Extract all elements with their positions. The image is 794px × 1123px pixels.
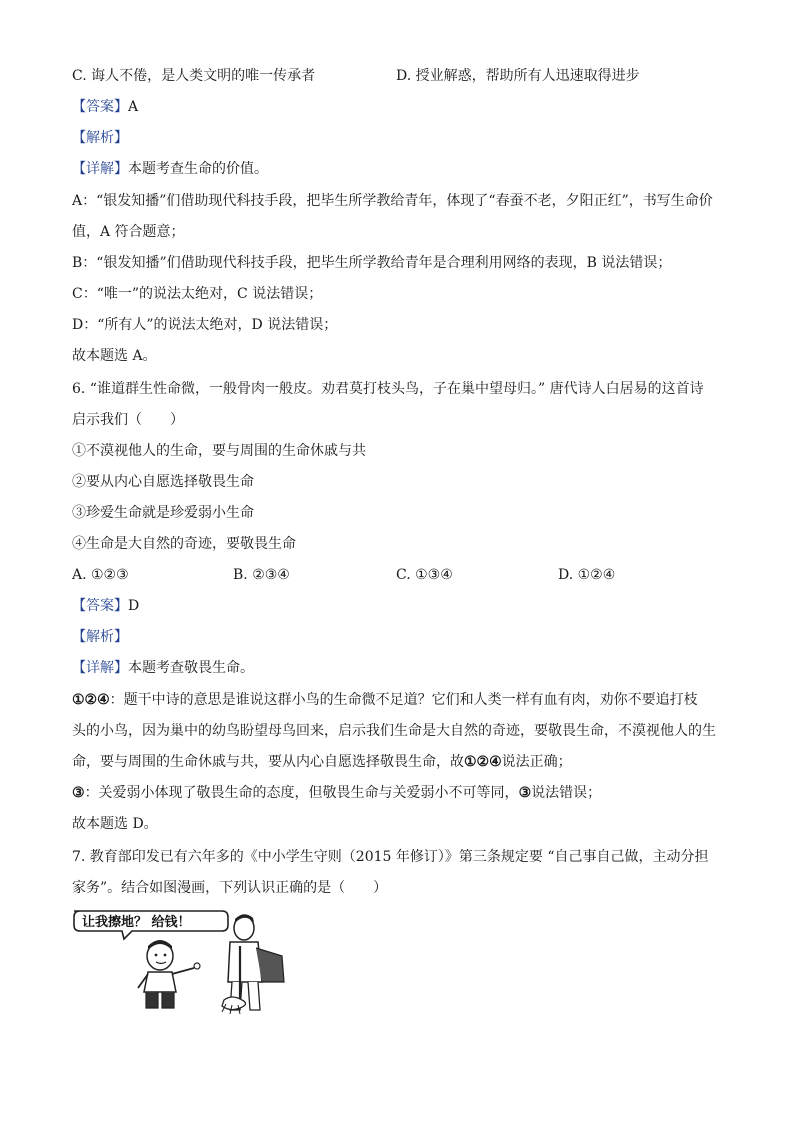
q6-stem-line1: 6. “谁道群生性命微，一般骨肉一般皮。劝君莫打枝头鸟，子在巢中望母归。” 唐代诗人白居易的这首诗 xyxy=(72,381,704,397)
choice-numbers: ①②④ xyxy=(464,754,502,770)
q6-option-a: A. ①②③ xyxy=(72,567,129,583)
detail-tag: 【详解】 xyxy=(72,161,128,177)
q6-explanation-2 xyxy=(72,783,601,803)
answer-tag: 【答案】 xyxy=(72,598,128,614)
choice-numbers: ①②④ xyxy=(72,692,110,708)
detail-text: 本题考查生命的价值。 xyxy=(128,161,268,177)
q5-analysis-tag: 【解析】 xyxy=(72,130,128,146)
explanation-text: 命，要与周围的生命休戚与共，要从内心自愿选择敬畏生命，故 xyxy=(72,754,464,770)
q6-stem-line2: 启示我们（ ） xyxy=(72,412,184,428)
choice-number: ③ xyxy=(518,785,532,801)
q7-stem-line1: 7. 教育部印发已有六年多的《中小学生守则（2015 年修订）》第三条规定要 “自己事自己做，主动分担 xyxy=(72,849,709,865)
q6-option-d: D. ①②④ xyxy=(558,567,616,583)
q6-analysis-tag: 【解析】 xyxy=(72,629,128,645)
q5-explanation-a-line2: 值，A 符合题意； xyxy=(72,224,185,240)
q5-detail xyxy=(72,159,268,179)
q6-item-3: ③珍爱生命就是珍爱弱小生命 xyxy=(72,505,254,521)
q6-detail xyxy=(72,658,254,678)
q6-explanation-1-line1 xyxy=(72,690,698,710)
q6-item-2: ②要从内心自愿选择敬畏生命 xyxy=(72,474,254,490)
q5-answer xyxy=(72,97,138,117)
choice-number: ③ xyxy=(72,785,85,801)
cartoon-illustration xyxy=(72,908,312,1018)
explanation-text: ：关爱弱小体现了敬畏生命的态度，但敬畏生命与关爱弱小不可等同， xyxy=(84,785,519,801)
q6-conclusion: 故本题选 D。 xyxy=(72,816,158,832)
explanation-text: 说法正确； xyxy=(501,754,572,770)
q6-item-1: ①不漠视他人的生命，要与周围的生命休戚与共 xyxy=(72,443,366,459)
mopping-cartoon xyxy=(72,908,312,1018)
q6-explanation-1-line2: 头的小鸟，因为巢中的幼鸟盼望母鸟回来，启示我们生命是大自然的奇迹，要敬畏生命，不漠视他人的生 xyxy=(72,723,716,739)
detail-tag: 【详解】 xyxy=(72,660,128,676)
answer-value: D xyxy=(128,598,140,614)
answer-tag: 【答案】 xyxy=(72,99,128,115)
q6-option-b: B. ②③④ xyxy=(233,567,290,583)
q5-option-d: D. 授业解惑，帮助所有人迅速取得进步 xyxy=(396,68,640,84)
q5-explanation-c: C：“唯一”的说法太绝对，C 说法错误； xyxy=(72,286,323,302)
q5-explanation-b: B：“银发知播”们借助现代科技手段，把毕生所学教给青年是合理利用网络的表现，B 说法错误； xyxy=(72,255,672,271)
q7-stem-line2: 家务”。结合如图漫画，下列认识正确的是（ ） xyxy=(72,880,388,896)
explanation-text: ：题干中诗的意思是谁说这群小鸟的生命微不足道？它们和人类一样有血有肉，劝你不要追打枝 xyxy=(109,692,698,708)
answer-value: A xyxy=(128,99,139,115)
q5-explanation-a-line1: A：“银发知播”们借助现代科技手段，把毕生所学教给青年，体现了“春蚕不老，夕阳正红”，书写生命价 xyxy=(72,193,713,209)
q6-answer xyxy=(72,596,139,616)
q5-conclusion: 故本题选 A。 xyxy=(72,348,157,364)
q6-explanation-1-line3 xyxy=(72,752,572,772)
detail-text: 本题考查敬畏生命。 xyxy=(128,660,254,676)
q6-option-c: C. ①③④ xyxy=(396,567,453,583)
q5-explanation-d: D：“所有人”的说法太绝对，D 说法错误； xyxy=(72,317,338,333)
speech-bubble-text: 让我擦地？ 给钱！ xyxy=(82,915,191,930)
q5-option-c: C. 诲人不倦，是人类文明的唯一传承者 xyxy=(72,68,316,84)
explanation-text: 说法错误； xyxy=(531,785,602,801)
q6-item-4: ④生命是大自然的奇迹，要敬畏生命 xyxy=(72,536,296,552)
